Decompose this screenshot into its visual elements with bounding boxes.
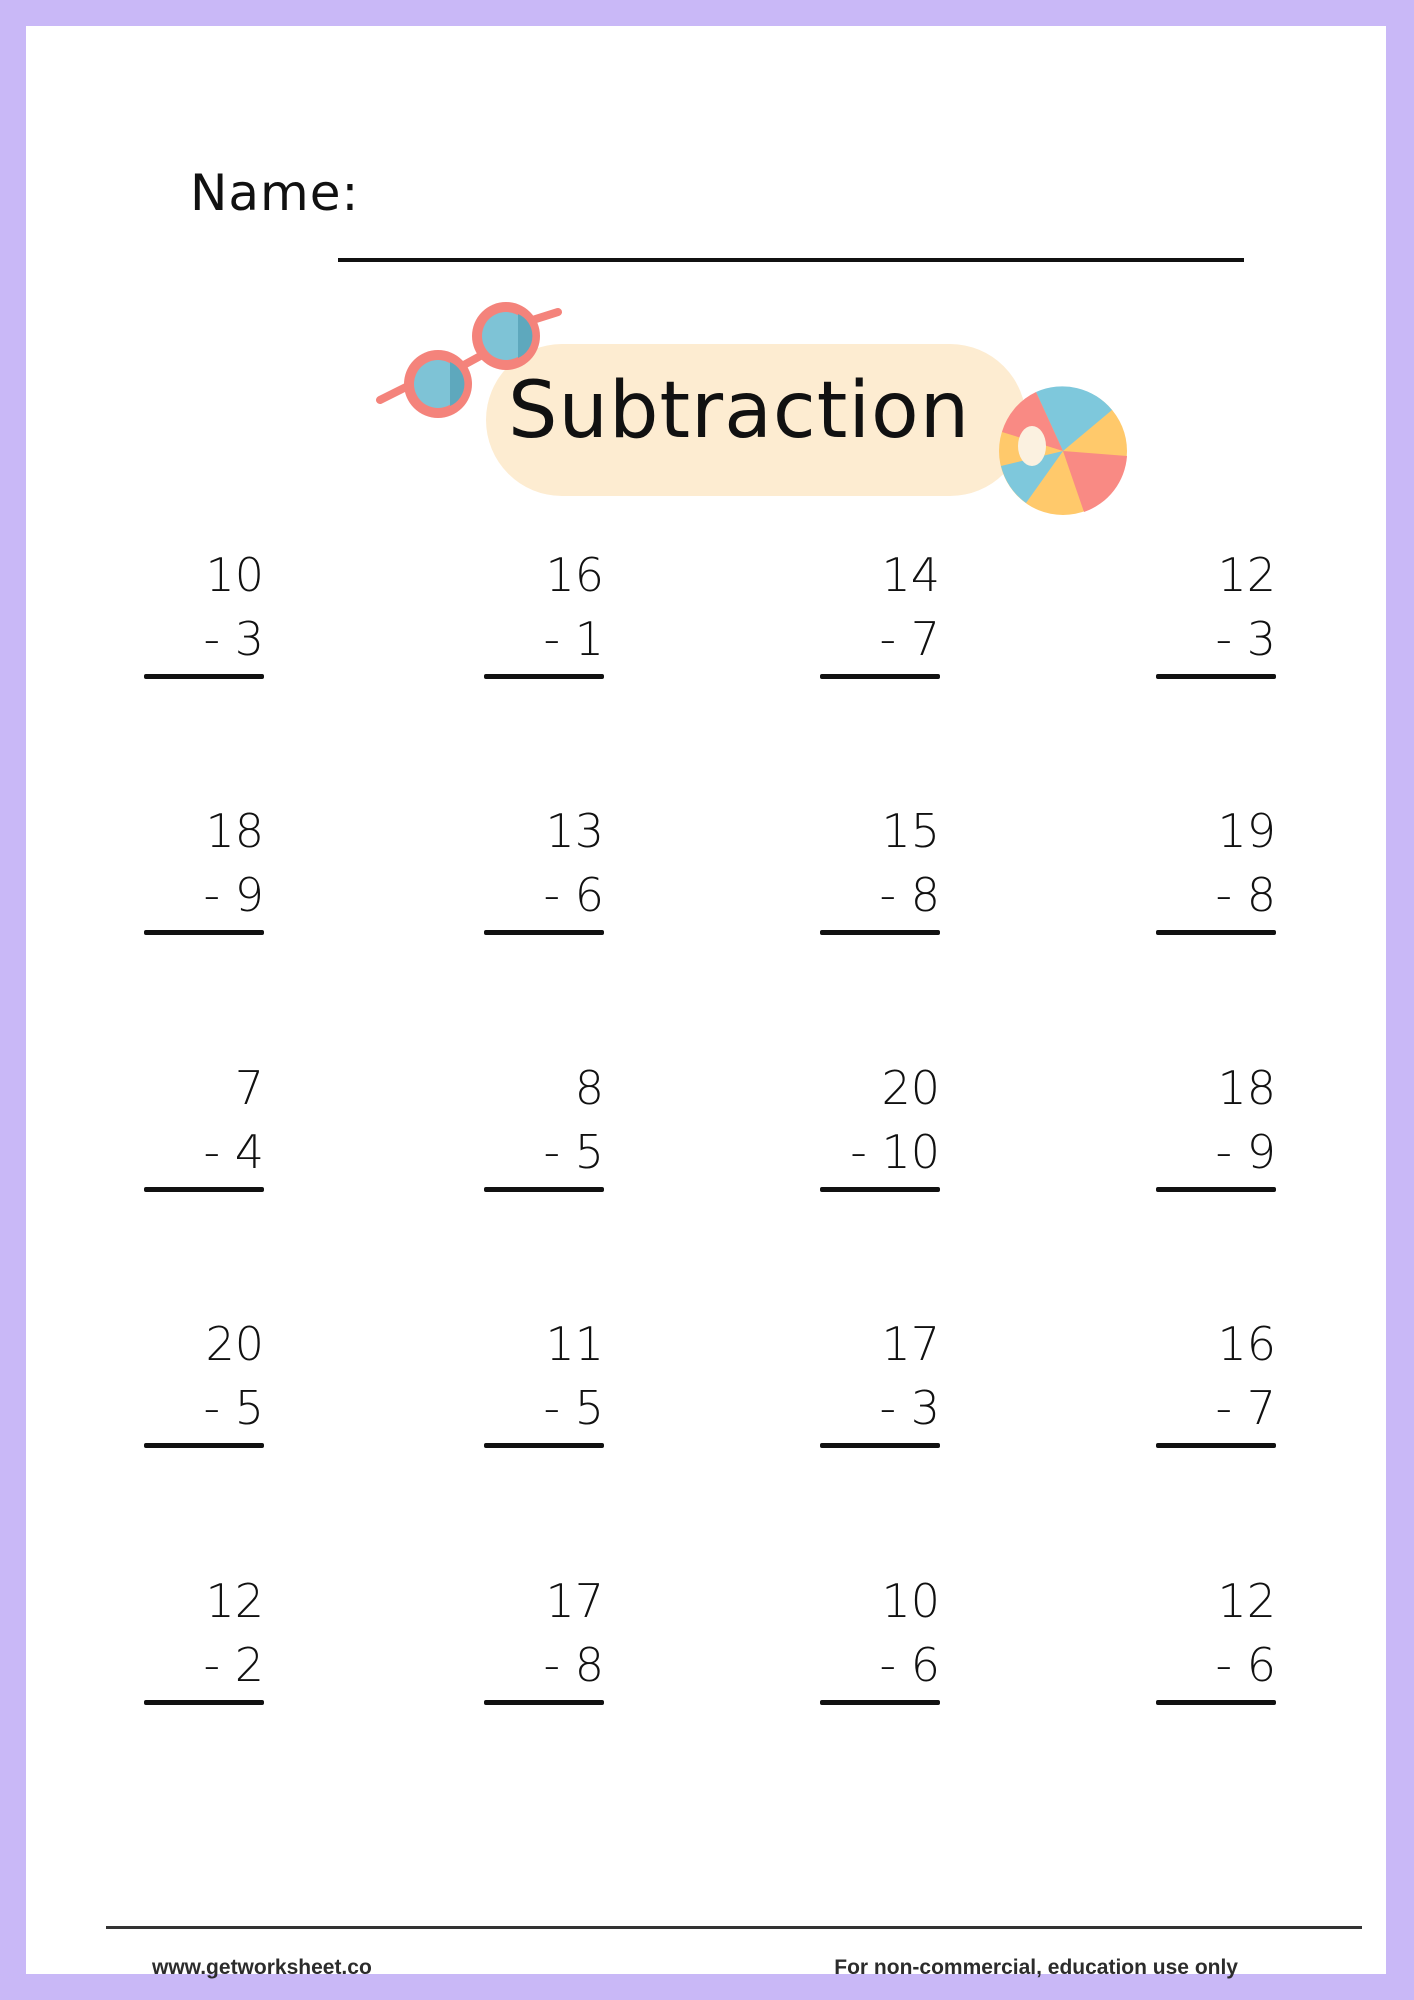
subtrahend: - 8 (543, 1638, 604, 1692)
subtrahend: - 4 (203, 1125, 264, 1179)
problem-16 (1156, 1317, 1276, 1453)
subtrahend: - 7 (1215, 1381, 1276, 1435)
answer-line[interactable] (144, 1443, 264, 1448)
minuend: 16 (1217, 1317, 1276, 1371)
minuend: 17 (545, 1574, 604, 1628)
problem-19 (820, 1574, 940, 1710)
name-label: Name: (190, 164, 360, 222)
minuend: 10 (205, 548, 264, 602)
answer-line[interactable] (820, 674, 940, 679)
title-banner (372, 274, 1152, 544)
answer-line[interactable] (1156, 1443, 1276, 1448)
subtrahend: - 6 (543, 868, 604, 922)
subtrahend: - 1 (543, 612, 604, 666)
problem-3 (820, 548, 940, 684)
subtrahend: - 3 (879, 1381, 940, 1435)
answer-line[interactable] (484, 1443, 604, 1448)
subtrahend: - 7 (879, 612, 940, 666)
problem-11 (820, 1061, 940, 1197)
answer-line[interactable] (484, 674, 604, 679)
minuend: 15 (881, 804, 940, 858)
problem-1 (144, 548, 264, 684)
worksheet-title: Subtraction (508, 366, 971, 456)
minuend: 18 (205, 804, 264, 858)
answer-line[interactable] (1156, 1187, 1276, 1192)
name-row (190, 164, 1272, 264)
problem-5 (144, 804, 264, 940)
subtrahend: - 5 (543, 1125, 604, 1179)
subtrahend: - 8 (1215, 868, 1276, 922)
problem-9 (144, 1061, 264, 1197)
answer-line[interactable] (820, 1443, 940, 1448)
problem-6 (484, 804, 604, 940)
subtrahend: - 10 (850, 1125, 940, 1179)
problem-4 (1156, 548, 1276, 684)
subtrahend: - 3 (1215, 612, 1276, 666)
minuend: 14 (881, 548, 940, 602)
problem-18 (484, 1574, 604, 1710)
footer-license: For non-commercial, education use only (834, 1956, 1238, 1979)
answer-line[interactable] (484, 930, 604, 935)
minuend: 12 (205, 1574, 264, 1628)
answer-line[interactable] (1156, 1700, 1276, 1705)
minuend: 8 (574, 1061, 604, 1115)
minuend: 19 (1217, 804, 1276, 858)
answer-line[interactable] (484, 1700, 604, 1705)
subtrahend: - 5 (543, 1381, 604, 1435)
subtrahend: - 6 (1215, 1638, 1276, 1692)
problem-20 (1156, 1574, 1276, 1710)
answer-line[interactable] (820, 1700, 940, 1705)
answer-line[interactable] (1156, 930, 1276, 935)
problem-15 (820, 1317, 940, 1453)
problem-12 (1156, 1061, 1276, 1197)
answer-line[interactable] (1156, 674, 1276, 679)
subtrahend: - 8 (879, 868, 940, 922)
problem-8 (1156, 804, 1276, 940)
minuend: 10 (881, 1574, 940, 1628)
minuend: 11 (545, 1317, 604, 1371)
minuend: 16 (545, 548, 604, 602)
minuend: 12 (1217, 548, 1276, 602)
minuend: 7 (234, 1061, 264, 1115)
problem-7 (820, 804, 940, 940)
name-input-line[interactable] (338, 258, 1244, 262)
footer-divider (106, 1926, 1362, 1929)
answer-line[interactable] (144, 1700, 264, 1705)
problem-2 (484, 548, 604, 684)
answer-line[interactable] (820, 1187, 940, 1192)
minuend: 12 (1217, 1574, 1276, 1628)
subtrahend: - 6 (879, 1638, 940, 1692)
minuend: 20 (205, 1317, 264, 1371)
subtrahend: - 3 (203, 612, 264, 666)
answer-line[interactable] (144, 930, 264, 935)
problem-10 (484, 1061, 604, 1197)
answer-line[interactable] (144, 674, 264, 679)
subtrahend: - 9 (203, 868, 264, 922)
answer-line[interactable] (820, 930, 940, 935)
answer-line[interactable] (484, 1187, 604, 1192)
subtrahend: - 5 (203, 1381, 264, 1435)
minuend: 20 (881, 1061, 940, 1115)
minuend: 18 (1217, 1061, 1276, 1115)
minuend: 13 (545, 804, 604, 858)
beach-ball-icon (996, 384, 1130, 518)
problem-14 (484, 1317, 604, 1453)
problem-17 (144, 1574, 264, 1710)
worksheet-page (26, 26, 1386, 1979)
footer-website: www.getworksheet.co (152, 1956, 372, 1979)
subtrahend: - 9 (1215, 1125, 1276, 1179)
subtrahend: - 2 (203, 1638, 264, 1692)
minuend: 17 (881, 1317, 940, 1371)
answer-line[interactable] (144, 1187, 264, 1192)
problem-13 (144, 1317, 264, 1453)
